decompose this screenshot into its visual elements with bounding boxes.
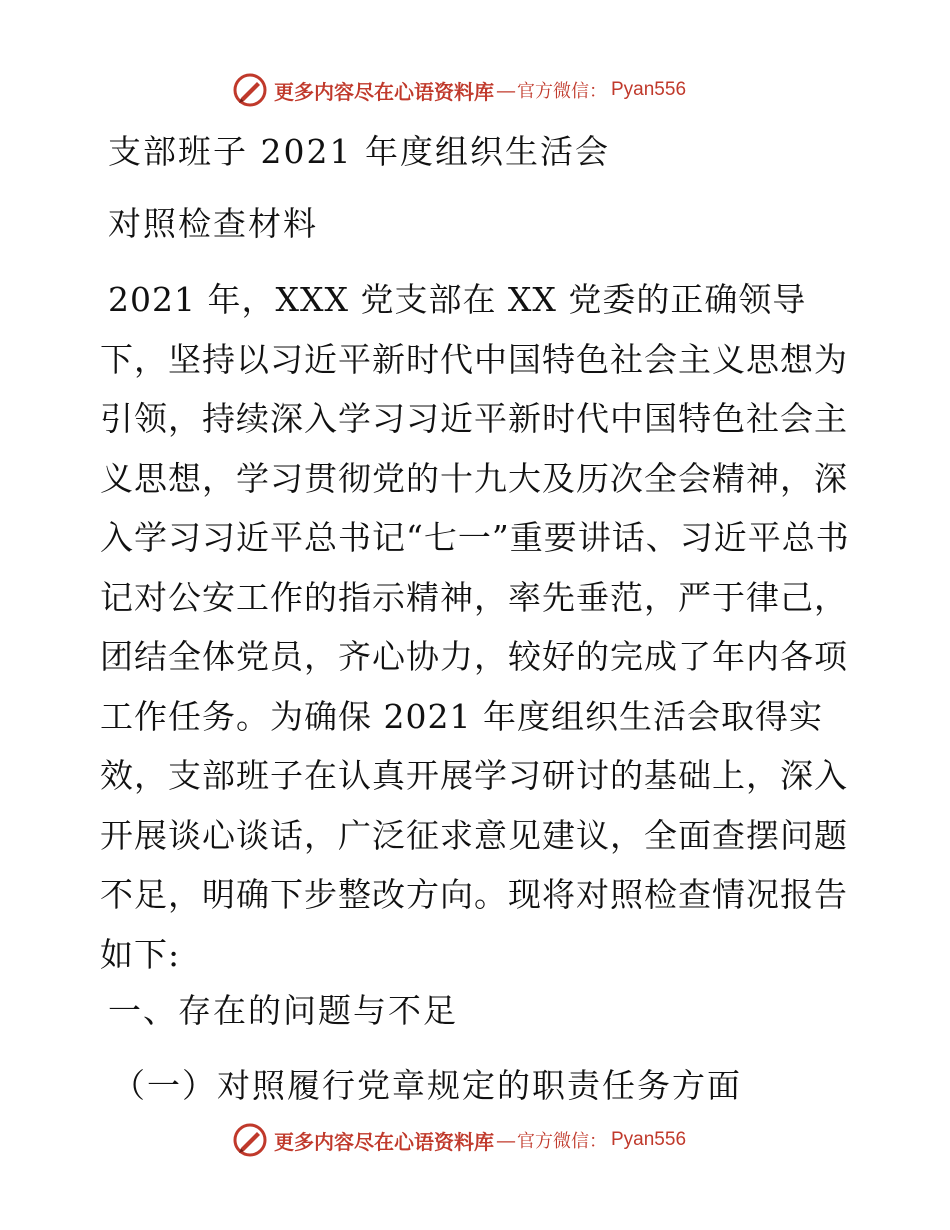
banner-separator: —	[496, 1128, 515, 1152]
banner-main-text: 更多内容尽在心语资料库	[274, 79, 494, 104]
banner-sub-text: 官方微信：	[517, 1131, 607, 1152]
pen-logo-icon	[232, 72, 268, 108]
document-title-line1: 支部班子 2021 年度组织生活会	[108, 132, 610, 171]
watermark-banner-top	[232, 70, 686, 110]
section-heading-1: 一、存在的问题与不足	[108, 991, 458, 1030]
pen-logo-icon	[232, 1122, 268, 1158]
body-paragraph: 2021 年，XXX 党支部在 XX 党委的正确领导下，坚持以习近平新时代中国特色社会主义思想为引领，持续深入学习习近平新时代中国特色社会主义思想，学习贯彻党的十九大及历次全会精神，深入学习习近平总书记“七一”重要讲话、习近平总书记对公安工作的指示精神，率先垂范，严于律己，团结全体党员，齐心协力，较好的完成了年内各项工作任务。为确保 2021 年度组织生活会取得实效，支部班子在认真开展学习研讨的基础上，深入开展谈心谈话，广泛征求意见建议，全面查摆问题不足，明确下步整改方向。现将对照检查情况报告如下:	[100, 280, 850, 974]
subsection-heading-1: （一）对照履行党章规定的职责任务方面	[112, 1066, 742, 1105]
watermark-banner-bottom	[232, 1120, 686, 1160]
banner-wechat-id: Pyan556	[611, 79, 687, 100]
banner-sub-text: 官方微信：	[517, 81, 607, 102]
document-title-line2: 对照检查材料	[108, 204, 318, 243]
banner-separator: —	[496, 78, 515, 102]
document-body	[100, 270, 852, 984]
banner-main-text: 更多内容尽在心语资料库	[274, 1129, 494, 1154]
banner-wechat-id: Pyan556	[611, 1129, 687, 1150]
